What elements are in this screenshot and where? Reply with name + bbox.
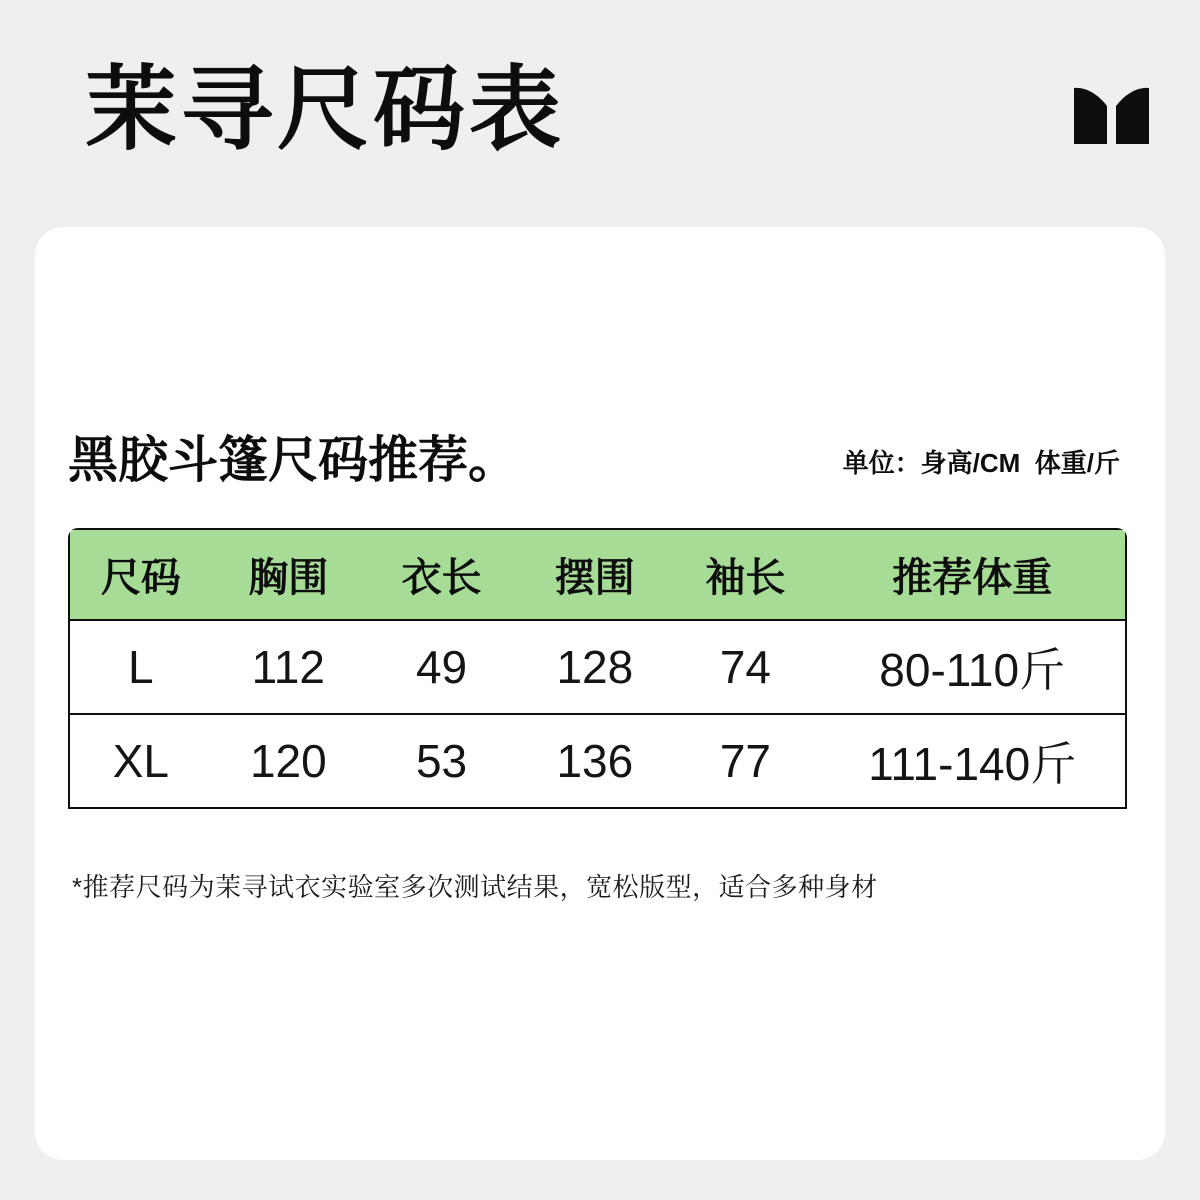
table-header-row — [69, 529, 1126, 620]
table-cell-sleeve: 77 — [719, 735, 771, 787]
unit-label: 单位：身高/CM 体重/斤 — [842, 447, 1120, 478]
table-header-length: 衣长 — [401, 556, 482, 600]
table-cell-weight: 111-140斤 — [868, 738, 1077, 790]
table-header-chest: 胸围 — [248, 556, 329, 600]
table-header-weight: 推荐体重 — [892, 556, 1053, 600]
table-cell-chest: 112 — [251, 641, 325, 693]
section-title: 黑胶斗篷尺码推荐。 — [68, 432, 518, 488]
table-row-xl — [69, 714, 1126, 808]
card-header-row — [68, 432, 1120, 490]
size-table-wrapper — [68, 528, 1127, 809]
table-cell-sleeve: 74 — [719, 641, 771, 693]
table-header-sleeve: 袖长 — [705, 556, 786, 600]
table-cell-chest: 120 — [249, 735, 327, 787]
footnote: *推荐尺码为茉寻试衣实验室多次测试结果，宽松版型，适合多种身材 — [72, 872, 878, 902]
table-cell-size: XL — [112, 735, 169, 787]
table-header-hem: 摆围 — [554, 556, 635, 600]
table-row-l — [69, 620, 1126, 714]
size-chart-card — [35, 227, 1165, 1160]
table-cell-length: 53 — [415, 735, 468, 787]
table-cell-hem: 128 — [556, 641, 634, 693]
table-cell-hem: 136 — [556, 735, 634, 787]
page-title: 茉寻尺码表 — [85, 59, 566, 161]
table-cell-length: 49 — [415, 641, 468, 693]
table-header-size: 尺码 — [100, 556, 181, 600]
table-cell-weight: 80-110斤 — [879, 644, 1066, 696]
brand-m-logo-icon — [1073, 82, 1150, 145]
table-cell-size: L — [128, 641, 154, 693]
size-table — [68, 528, 1127, 809]
